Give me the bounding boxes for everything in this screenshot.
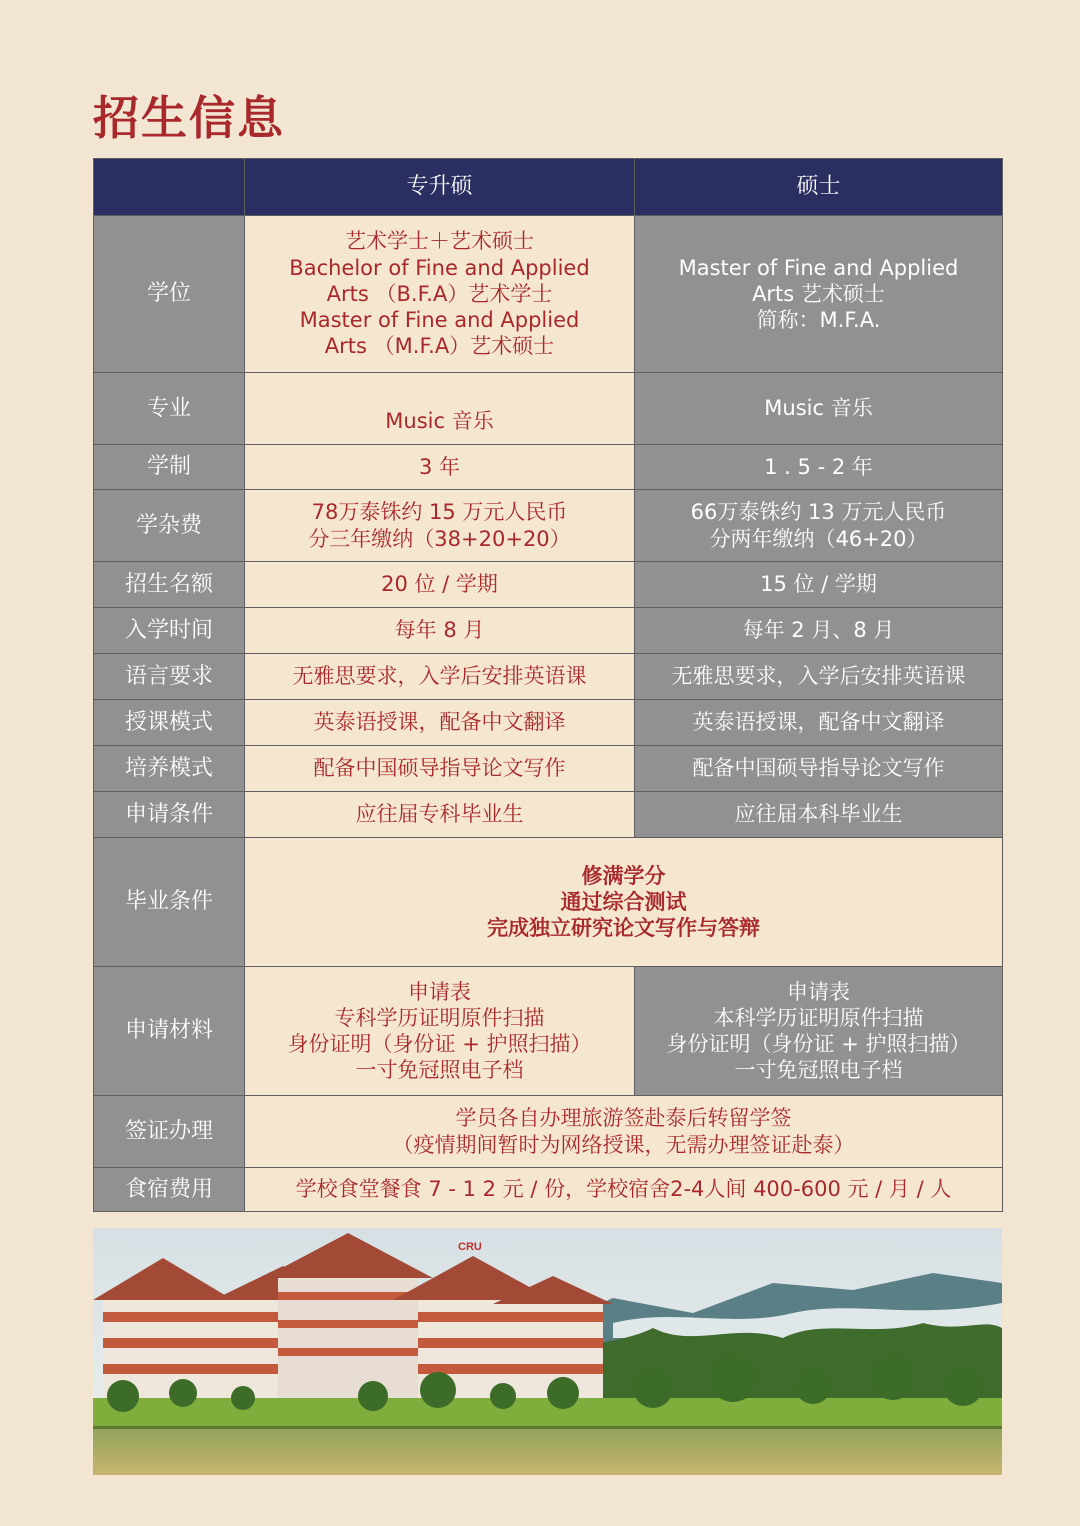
cell-master: 申请表 本科学历证明原件扫描 身份证明（身份证 + 护照扫描） 一寸免冠照电子档 xyxy=(635,967,1003,1096)
cell-upgrade-master: Music 音乐 xyxy=(245,373,635,445)
row-intake xyxy=(94,608,1003,654)
cell-master: 15 位 / 学期 xyxy=(635,562,1003,608)
cell-merged: 学员各自办理旅游签赴泰后转留学签 （疫情期间暂时为网络授课，无需办理签证赴泰） xyxy=(245,1096,1003,1168)
row-label: 培养模式 xyxy=(94,746,245,792)
cell-master: Music 音乐 xyxy=(635,373,1003,445)
cell-upgrade-master: 无雅思要求，入学后安排英语课 xyxy=(245,654,635,700)
row-materials xyxy=(94,967,1003,1096)
row-label: 毕业条件 xyxy=(94,838,245,967)
row-label: 申请材料 xyxy=(94,967,245,1096)
header-upgrade-master: 专升硕 xyxy=(245,159,635,216)
cell-upgrade-master: 英泰语授课，配备中文翻译 xyxy=(245,700,635,746)
row-graduation xyxy=(94,838,1003,967)
row-tuition xyxy=(94,490,1003,562)
row-duration xyxy=(94,445,1003,490)
row-requirements xyxy=(94,792,1003,838)
row-label: 签证办理 xyxy=(94,1096,245,1168)
row-teaching xyxy=(94,700,1003,746)
row-visa xyxy=(94,1096,1003,1168)
cell-master: 无雅思要求，入学后安排英语课 xyxy=(635,654,1003,700)
cell-master: 配备中国硕导指导论文写作 xyxy=(635,746,1003,792)
campus-photo xyxy=(93,1228,1002,1475)
cell-master: 英泰语授课，配备中文翻译 xyxy=(635,700,1003,746)
row-quota xyxy=(94,562,1003,608)
cell-upgrade-master: 配备中国硕导指导论文写作 xyxy=(245,746,635,792)
cell-upgrade-master: 申请表 专科学历证明原件扫描 身份证明（身份证 + 护照扫描） 一寸免冠照电子档 xyxy=(245,967,635,1096)
cell-master: 每年 2 月、8 月 xyxy=(635,608,1003,654)
row-label: 招生名额 xyxy=(94,562,245,608)
row-label: 学位 xyxy=(94,216,245,373)
cell-merged: 学校食堂餐食 7 - 1 2 元 / 份，学校宿舍2-4人间 400-600 元 / 月 / 人 xyxy=(245,1168,1003,1212)
cell-upgrade-master: 78万泰铢约 15 万元人民币 分三年缴纳（38+20+20） xyxy=(245,490,635,562)
building-sign-text: CRU xyxy=(458,1241,482,1253)
row-label: 申请条件 xyxy=(94,792,245,838)
page-title: 招生信息 xyxy=(93,91,285,145)
cell-master: 66万泰铢约 13 万元人民币 分两年缴纳（46+20） xyxy=(635,490,1003,562)
header-master: 硕士 xyxy=(635,159,1003,216)
row-degree xyxy=(94,216,1003,373)
row-label: 学制 xyxy=(94,445,245,490)
cell-master: 1 . 5 - 2 年 xyxy=(635,445,1003,490)
admission-info-table xyxy=(93,158,1003,1212)
row-living-cost xyxy=(94,1168,1003,1212)
row-label: 专业 xyxy=(94,373,245,445)
cell-upgrade-master: 艺术学士＋艺术硕士 Bachelor of Fine and Applied Arts （B.F.A）艺术学士 Master of Fine and Applied Arts （M.F.A）艺术硕士 xyxy=(245,216,635,373)
cell-merged: 修满学分 通过综合测试 完成独立研究论文写作与答辩 xyxy=(245,838,1003,967)
cell-master: Master of Fine and Applied Arts 艺术硕士 简称：M.F.A. xyxy=(635,216,1003,373)
row-label: 语言要求 xyxy=(94,654,245,700)
cell-upgrade-master: 应往届专科毕业生 xyxy=(245,792,635,838)
row-language xyxy=(94,654,1003,700)
row-label: 食宿费用 xyxy=(94,1168,245,1212)
table-header-corner xyxy=(94,159,245,216)
cell-upgrade-master: 3 年 xyxy=(245,445,635,490)
table-header-row xyxy=(94,159,1003,216)
row-label: 学杂费 xyxy=(94,490,245,562)
row-label: 入学时间 xyxy=(94,608,245,654)
cell-upgrade-master: 每年 8 月 xyxy=(245,608,635,654)
cell-master: 应往届本科毕业生 xyxy=(635,792,1003,838)
row-major xyxy=(94,373,1003,445)
row-label: 授课模式 xyxy=(94,700,245,746)
row-training xyxy=(94,746,1003,792)
cell-upgrade-master: 20 位 / 学期 xyxy=(245,562,635,608)
